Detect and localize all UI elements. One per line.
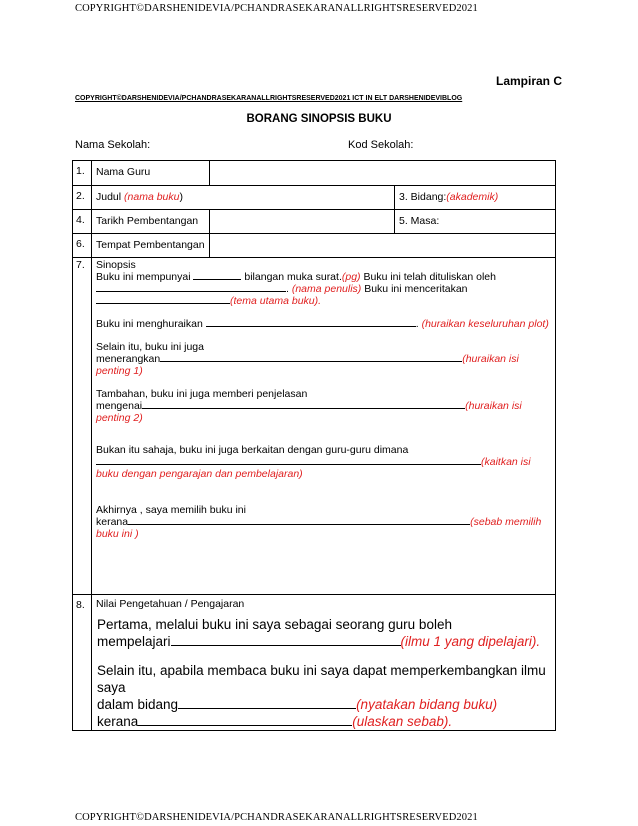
- synopsis-paragraph-5-line: (kaitkan isi: [96, 456, 551, 468]
- copyright-subheader: COPYRIGHT©DARSHENIDEVIA/PCHANDRASEKARANALLRIGHTSRESERVED2021 ICT IN ELT DARSHENIDEVIBLOG: [75, 95, 463, 102]
- row-number: 7.: [73, 258, 92, 595]
- copyright-top: COPYRIGHT©DARSHENIDEVIA/PCHANDRASEKARANALLRIGHTSRESERVED2021: [75, 3, 478, 14]
- presentation-place-field[interactable]: [210, 234, 556, 258]
- synopsis-theme-line: (tema utama buku).: [96, 295, 551, 307]
- book-title-field[interactable]: [92, 186, 395, 210]
- values-line-2: mempelajari (ilmu 1 yang dipelajari).: [97, 634, 541, 649]
- synopsis-paragraph-6-hint: buku ini ): [96, 528, 139, 540]
- row-number: 2.: [73, 186, 92, 210]
- row-book-title: [73, 186, 556, 210]
- book-title-label: Judul: [96, 191, 125, 203]
- values-line-1: Pertama, melalui buku ini saya sebagai seorang guru boleh: [97, 617, 452, 632]
- teacher-name-field[interactable]: [210, 161, 556, 186]
- row-presentation-place: [73, 234, 556, 258]
- synopsis-paragraph-2: Buku ini menghuraikan . (huraikan keseluruhan plot): [96, 318, 549, 330]
- synopsis-paragraph-4-hint: penting 2): [96, 412, 143, 424]
- field-area-cell[interactable]: [395, 186, 556, 210]
- field-area-hint: (akademik): [446, 191, 499, 203]
- synopsis-paragraph-6: Akhirnya , saya memilih buku ini: [96, 504, 246, 516]
- values-line-3: Selain itu, apabila membaca buku ini saya dapat memperkembangkan ilmu saya: [97, 663, 546, 695]
- row-teacher-name: [73, 161, 556, 186]
- presentation-date-label: Tarikh Pembentangan: [92, 210, 210, 234]
- row-values: [73, 595, 556, 731]
- synopsis-paragraph-5-hint: buku dengan pengarajan dan pembelajaran): [96, 468, 303, 480]
- school-code-label: Kod Sekolah:: [348, 139, 414, 151]
- synopsis-form-table: [72, 160, 556, 731]
- synopsis-paragraph-6-line: kerana (sebab memilih: [96, 516, 542, 528]
- row-number: 8.: [73, 595, 92, 731]
- synopsis-author-line: . (nama penulis) Buku ini menceritakan: [96, 283, 551, 295]
- row-number: 6.: [73, 234, 92, 258]
- synopsis-paragraph-3: Selain itu, buku ini juga: [96, 341, 204, 353]
- synopsis-paragraph-3-hint: penting 1): [96, 365, 143, 377]
- row-number: 4.: [73, 210, 92, 234]
- values-cell[interactable]: [92, 595, 556, 731]
- field-area-label: 3. Bidang:: [399, 191, 447, 203]
- time-label: 5. Masa:: [399, 215, 440, 227]
- synopsis-paragraph-3-line: menerangkan (huraikan isi: [96, 353, 519, 365]
- presentation-date-field[interactable]: [210, 210, 395, 234]
- school-name-label: Nama Sekolah:: [75, 139, 151, 151]
- synopsis-cell[interactable]: [92, 258, 556, 595]
- synopsis-paragraph-4: Tambahan, buku ini juga memberi penjelasan: [96, 388, 308, 400]
- synopsis-title: Sinopsis: [96, 259, 136, 271]
- row-synopsis: [73, 258, 556, 595]
- book-title-close: ): [179, 191, 183, 203]
- values-line-5: kerana (ulaskan sebab).: [97, 714, 453, 729]
- book-title-hint: (nama buku: [124, 191, 180, 203]
- row-presentation-date: [73, 210, 556, 234]
- values-title: Nilai Pengetahuan / Pengajaran: [96, 598, 245, 610]
- presentation-place-label: Tempat Pembentangan: [92, 234, 210, 258]
- values-line-4: dalam bidang (nyatakan bidang buku): [97, 697, 498, 712]
- row-number: 1.: [73, 161, 92, 186]
- form-title: BORANG SINOPSIS BUKU: [246, 113, 392, 125]
- synopsis-paragraph-1: Buku ini mempunyai bilangan muka surat.(pg) Buku ini telah dituliskan oleh: [96, 271, 496, 283]
- teacher-name-label: Nama Guru: [92, 161, 210, 186]
- synopsis-paragraph-5: Bukan itu sahaja, buku ini juga berkaitan dengan guru-guru dimana: [96, 444, 409, 456]
- appendix-label: Lampiran C: [495, 74, 562, 88]
- synopsis-paragraph-4-line: mengenai (huraikan isi: [96, 400, 522, 412]
- time-cell[interactable]: [395, 210, 556, 234]
- copyright-bottom: COPYRIGHT©DARSHENIDEVIA/PCHANDRASEKARANALLRIGHTSRESERVED2021: [75, 812, 478, 823]
